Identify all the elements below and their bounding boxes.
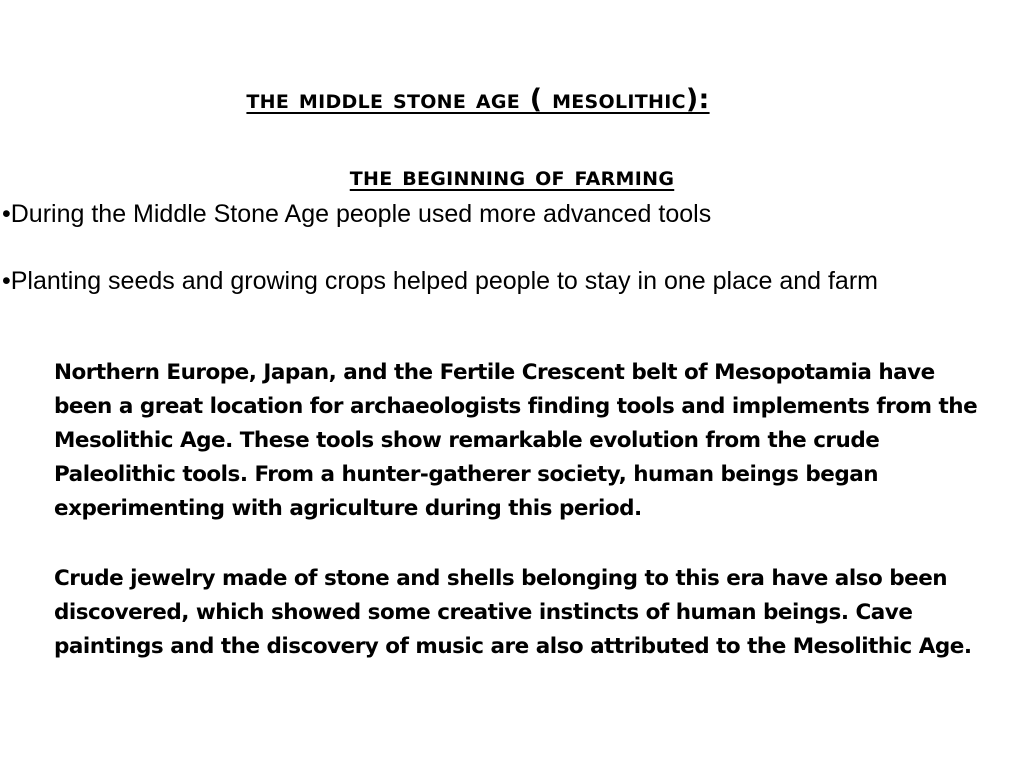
- body-paragraph: Northern Europe, Japan, and the Fertile Crescent belt of Mesopotamia have been a great location for archaeologists finding tools and implements from the Mesolithic Age. These tools show remarkable evolution from the crude Paleolithic tools. From a hunter-gatherer society, human beings began experimenting with agriculture during this period.: [54, 360, 978, 521]
- slide-title: the middle stone age ( mesolithic):: [246, 84, 710, 115]
- bullet-item: •During the Middle Stone Age people used more advanced tools: [2, 200, 712, 228]
- slide-subtitle: the beginning of farming: [349, 161, 675, 192]
- body-paragraph: Crude jewelry made of stone and shells belonging to this era have also been discovered, which showed some creative instincts of human beings. Cave paintings and the discovery of music are also attributed to the Mesolithic Age.: [54, 566, 972, 659]
- bullet-item: •Planting seeds and growing crops helped people to stay in one place and farm: [2, 267, 878, 295]
